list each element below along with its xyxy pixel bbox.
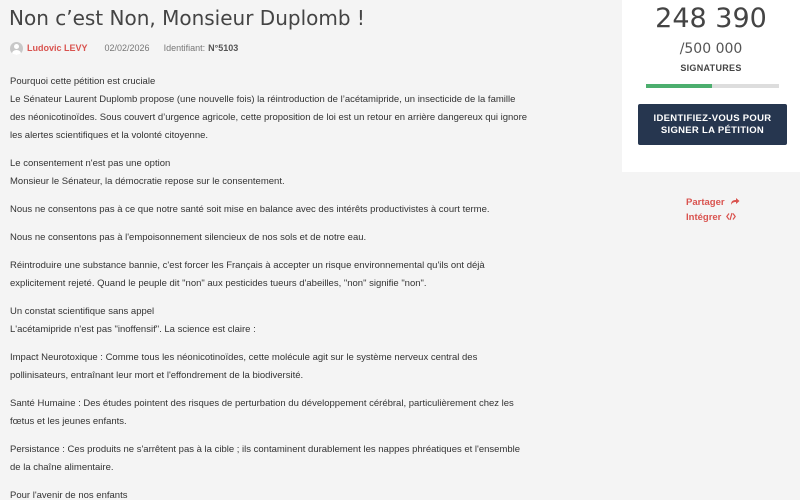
body-paragraph bbox=[10, 201, 530, 219]
petition-body bbox=[10, 73, 530, 500]
body-line: Le consentement n'est pas une option bbox=[10, 158, 171, 169]
author-link[interactable]: Ludovic LEVY bbox=[27, 43, 88, 53]
body-paragraph bbox=[10, 73, 530, 145]
body-line: Un constat scientifique sans appel bbox=[10, 306, 155, 317]
share-links bbox=[686, 195, 740, 225]
body-line: L'acétamipride n'est pas "inoffensif". La science est claire : bbox=[10, 324, 256, 335]
body-line: Monsieur le Sénateur, la démocratie repose sur le consentement. bbox=[10, 176, 285, 187]
body-paragraph bbox=[10, 349, 530, 385]
embed-link[interactable] bbox=[686, 210, 740, 225]
signature-count: 248 390 bbox=[655, 3, 767, 34]
body-paragraph bbox=[10, 155, 530, 191]
body-paragraph bbox=[10, 229, 530, 247]
body-line: Nous ne consentons pas à l'empoisonnement silencieux de nos sols et de notre eau. bbox=[10, 232, 367, 243]
share-arrow-icon bbox=[730, 197, 740, 208]
body-paragraph bbox=[10, 395, 530, 431]
code-icon bbox=[726, 212, 736, 223]
avatar-icon bbox=[10, 42, 23, 55]
petition-meta bbox=[10, 40, 238, 56]
petition-title: Non c’est Non, Monsieur Duplomb ! bbox=[9, 6, 365, 30]
signature-goal: /500 000 bbox=[679, 41, 743, 57]
identifier-value: N°5103 bbox=[208, 43, 239, 53]
signature-progress-bar bbox=[646, 84, 779, 88]
identifier-label: Identifiant: bbox=[163, 43, 206, 53]
signature-panel bbox=[622, 0, 800, 172]
body-paragraph bbox=[10, 257, 530, 293]
body-paragraph bbox=[10, 303, 530, 339]
body-line: Le Sénateur Laurent Duplomb propose (une nouvelle fois) la réintroduction de l’acétamipride, un insecticide de la famille des néonicotinoïdes. Sous couvert d’urgence agricole, cette proposition de loi est un retour en arrière dangereux qui ignore les alertes scientifiques et la volonté citoyenne. bbox=[10, 94, 528, 141]
sign-petition-button[interactable]: IDENTIFIEZ-VOUS POUR SIGNER LA PÉTITION bbox=[638, 104, 787, 145]
body-line: Santé Humaine : Des études pointent des risques de perturbation du développement cérébral, particulièrement chez les fœtus et les jeunes enfants. bbox=[10, 398, 514, 427]
body-line: Impact Neurotoxique : Comme tous les néonicotinoïdes, cette molécule agit sur le système nerveux central des pollinisateurs, entraînant leur mort et l'effondrement de la biodiversité. bbox=[10, 352, 478, 381]
petition-date: 02/02/2026 bbox=[104, 43, 150, 53]
signature-progress-fill bbox=[646, 84, 712, 88]
body-line: Pour l'avenir de nos enfants bbox=[10, 490, 128, 500]
share-label: Partager bbox=[686, 197, 725, 208]
body-line: Réintroduire une substance bannie, c'est forcer les Français à accepter un risque environnemental qu'ils ont déjà explicitement rejeté. Quand le peuple dit "non" aux pesticides tueurs d'abeilles, "non" signifie "non". bbox=[10, 260, 485, 289]
body-line: Persistance : Ces produits ne s'arrêtent pas à la cible ; ils contaminent durablement les nappes phréatiques et l'ensemble de la chaîne alimentaire. bbox=[10, 444, 521, 473]
body-paragraph bbox=[10, 487, 530, 500]
share-link[interactable] bbox=[686, 195, 740, 210]
embed-label: Intégrer bbox=[686, 212, 722, 223]
body-line: Nous ne consentons pas à ce que notre santé soit mise en balance avec des intérêts productivistes à court terme. bbox=[10, 204, 490, 215]
body-line: Pourquoi cette pétition est cruciale bbox=[10, 76, 156, 87]
signature-label: SIGNATURES bbox=[680, 63, 742, 73]
body-paragraph bbox=[10, 441, 530, 477]
